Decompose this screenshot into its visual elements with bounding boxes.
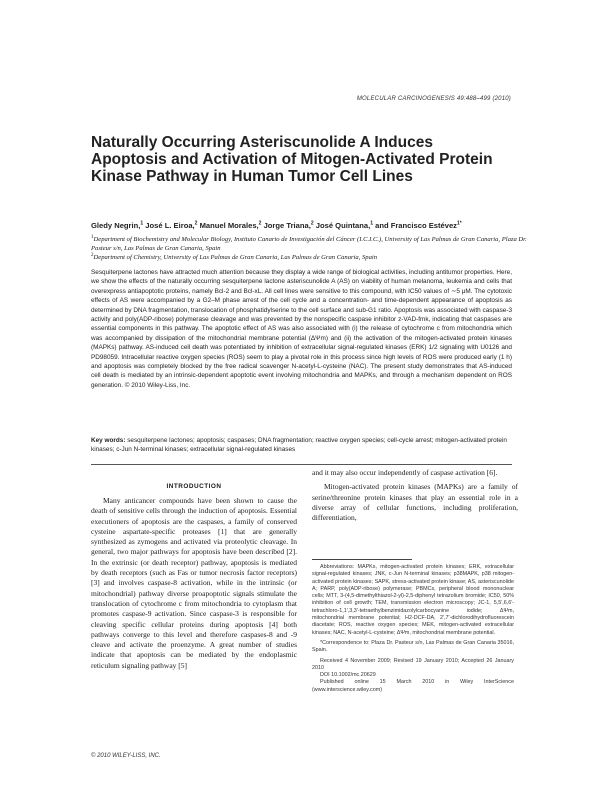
author: Jorge Triana,$^2$ bbox=[263, 220, 314, 230]
article-title: Naturally Occurring Asteriscunolide A Induces Apoptosis and Activation of Mitogen-Activated Protein Kinase Pathway in Human Tumor Cell Lines bbox=[91, 134, 493, 185]
footnote-published: Published online 15 March 2010 in Wiley InterScience (www.interscience.wiley.com) bbox=[312, 679, 514, 693]
footer-copyright: © 2010 WILEY-LISS, INC. bbox=[91, 753, 161, 759]
footnote-divider bbox=[312, 559, 412, 560]
keywords bbox=[91, 436, 512, 455]
author: José L. Eiroa,$^2$ bbox=[145, 220, 198, 230]
author: Gledy Negrin,$^1$ bbox=[91, 220, 144, 230]
author: José Quintana,$^1$ bbox=[315, 220, 373, 230]
section-heading-introduction: INTRODUCTION bbox=[166, 483, 222, 490]
footnotes bbox=[312, 564, 514, 694]
intro-paragraph-continued: and it may also occur independently of caspase activation [6]. bbox=[312, 468, 498, 477]
keywords-text: sesquiterpene lactones; apoptosis; caspases; DNA fragmentation; reactive oxygen species; cell-cycle arrest; mitogen-activated protein kinases; c-Jun N-terminal kinases; extracellular signal-regulated kinases bbox=[91, 437, 507, 454]
keywords-label: Key words: bbox=[91, 437, 126, 444]
abstract-text: Sesquiterpene lactones have attracted much attention because they display a wide range of biological activities, including antitumor properties. Here, we show the effects of the naturally occurring sesquiterpene lactone asteriscunolide A (AS) on viability of human melanoma, leukemia and cells that overexpress antiapoptotic proteins, namely Bcl-2 and Bcl-xL. All cell lines were sensitive to this compound, with IC50 values of ∼5 μM. The cytotoxic effects of AS were accompanied by a G2–M phase arrest of the cell cycle and a concentration- and time-dependent appearance of apoptosis as determined by DNA fragmentation, translocation of phosphatidylserine to the cell surface and sub-G1 ratio. Apoptosis was associated with caspase-3 activity and poly(ADP-ribose) polymerase cleavage and was prevented by the nonspecific caspase inhibitor z-VAD-fmk, indicating that caspases are essential components in this pathway. The apoptotic effect of AS was also associated with (i) the release of cytochrome c from mitochondria which was accompanied by dissipation of the mitochondrial membrane potential (ΔΨm) and (ii) the activation of the mitogen-activated protein kinases (MAPKs) pathway. AS-induced cell death was potentiated by inhibition of extracellular signal-regulated kinases (ERK) 1/2 signaling with U0126 and PD98059. Intracellular reactive oxygen species (ROS) seem to play a pivotal role in this process since high levels of ROS were produced early (1 h) and apoptosis was completely blocked by the free radical scavenger N-acetyl-L-cysteine (NAC). The present study demonstrates that AS-induced cell death is mediated by an intrinsic-dependent apoptotic event involving mitochondria and MAPKs, and through a mechanism dependent on ROS generation. bbox=[91, 269, 512, 389]
footnote-doi: DOI 10.1002/mc.20629 bbox=[320, 672, 376, 679]
intro-paragraph: Mitogen-activated protein kinases (MAPKs) are a family of serine/threonine protein kinases that play an essential role in a diverse array of cellular functions, including proliferation, differentiation, bbox=[312, 482, 518, 523]
footnote-received: Received 4 November 2009; Revised 19 January 2010; Accepted 26 January 2010 bbox=[312, 657, 514, 671]
footnote-abbreviations: Abbreviations: MAPKs, mitogen-activated protein kinases; ERK, extracellular signal-regulated kinases; JNK, c-Jun N-terminal kinases; p38MAPK, p38 mitogen-activated protein kinases; SAPK, stress-activated protein kinase; AS, asteriscunolide A; PARP, poly(ADP-ribose) polymerase; PBMCs, peripheral blood mononuclear cells; MTT, 3-(4,5-dimethylthiazol-2-yl)-2,5-diphenyl tetrazolium bromide; IC50, 50% inhibition of cell growth; TEM, transmission electron microscopy; JC-1, 5,5′,6,6′-tetrachloro-1,1′,3,3′-tetraethylbenzimidazolylcarbocyanine iodide; ΔΨm, mitochondrial membrane potential; H2-DCF-DA, 2′,7′-dichlorodihydrofluorescein diacetate; ROS, reactive oxygen species; MEK, mitogen-activated extracellular kinases; NAC, N-acetyl-L-cysteine; ΔΨm, mitochondrial membrane potential. bbox=[312, 564, 514, 636]
footnote-correspondence: *Correspondence to: Plaza Dr. Pasteur s/n, Las Palmas de Gran Canaria 35016, Spain. bbox=[312, 639, 514, 654]
author-list bbox=[91, 220, 531, 230]
intro-paragraph: Many anticancer compounds have been shown to cause the death of sensitive cells through the induction of apoptosis. Essential executioners of apoptosis are the caspases, a family of conserved cysteine aspartate-specific proteases [1] that are generally synthesized as zymogens and activated via proteolytic cleavage. In general, two major pathways for apoptosis have been described [2]. In the extrinsic (or death receptor) pathway, apoptosis is mediated by death receptors (such as Fas or tumor necrosis factor receptors) [3] and involves caspase-8 activation, while in the intrinsic (or mitochondrial) pathway diverse proapoptotic signals stimulate the translocation of cytochrome c from mitochondria to cytoplasm that promotes caspase-9 activation. Since caspase-3 is responsible for cleaving specific cellular proteins during apoptosis [4] both pathways converge to this level and therefore caspases-8 and -9 cleave and activate the proenzyme. A great number of studies indicate that apoptosis can be mediated by the endoplasmic reticulum signaling pathway [5] bbox=[91, 496, 297, 670]
author: Manuel Morales,$^2$ bbox=[199, 220, 262, 230]
divider bbox=[91, 464, 512, 465]
author: and Francisco Estévez$^{1*}$ bbox=[375, 220, 462, 230]
affiliation-1: $^1$Department of Biochemistry and Molecular Biology, Instituto Canario de Investigación del Cáncer (I.C.I.C.), University of Las Palmas de Gran Canaria, Plaza Dr. Pasteur s/n, Las Palmas de Gran Canaria, Spain bbox=[91, 235, 527, 253]
affiliation-2: $^2$Department of Chemistry, University of Las Palmas de Gran Canaria, Las Palmas de Gran Canaria, Spain bbox=[91, 253, 378, 262]
intro-right-column bbox=[312, 468, 518, 523]
intro-left-column bbox=[91, 496, 297, 671]
abstract-copyright: © 2010 Wiley-Liss, Inc. bbox=[124, 381, 191, 389]
journal-citation: MOLECULAR CARCINOGENESIS 49:488–499 (2010) bbox=[356, 96, 511, 102]
abstract bbox=[91, 268, 512, 390]
